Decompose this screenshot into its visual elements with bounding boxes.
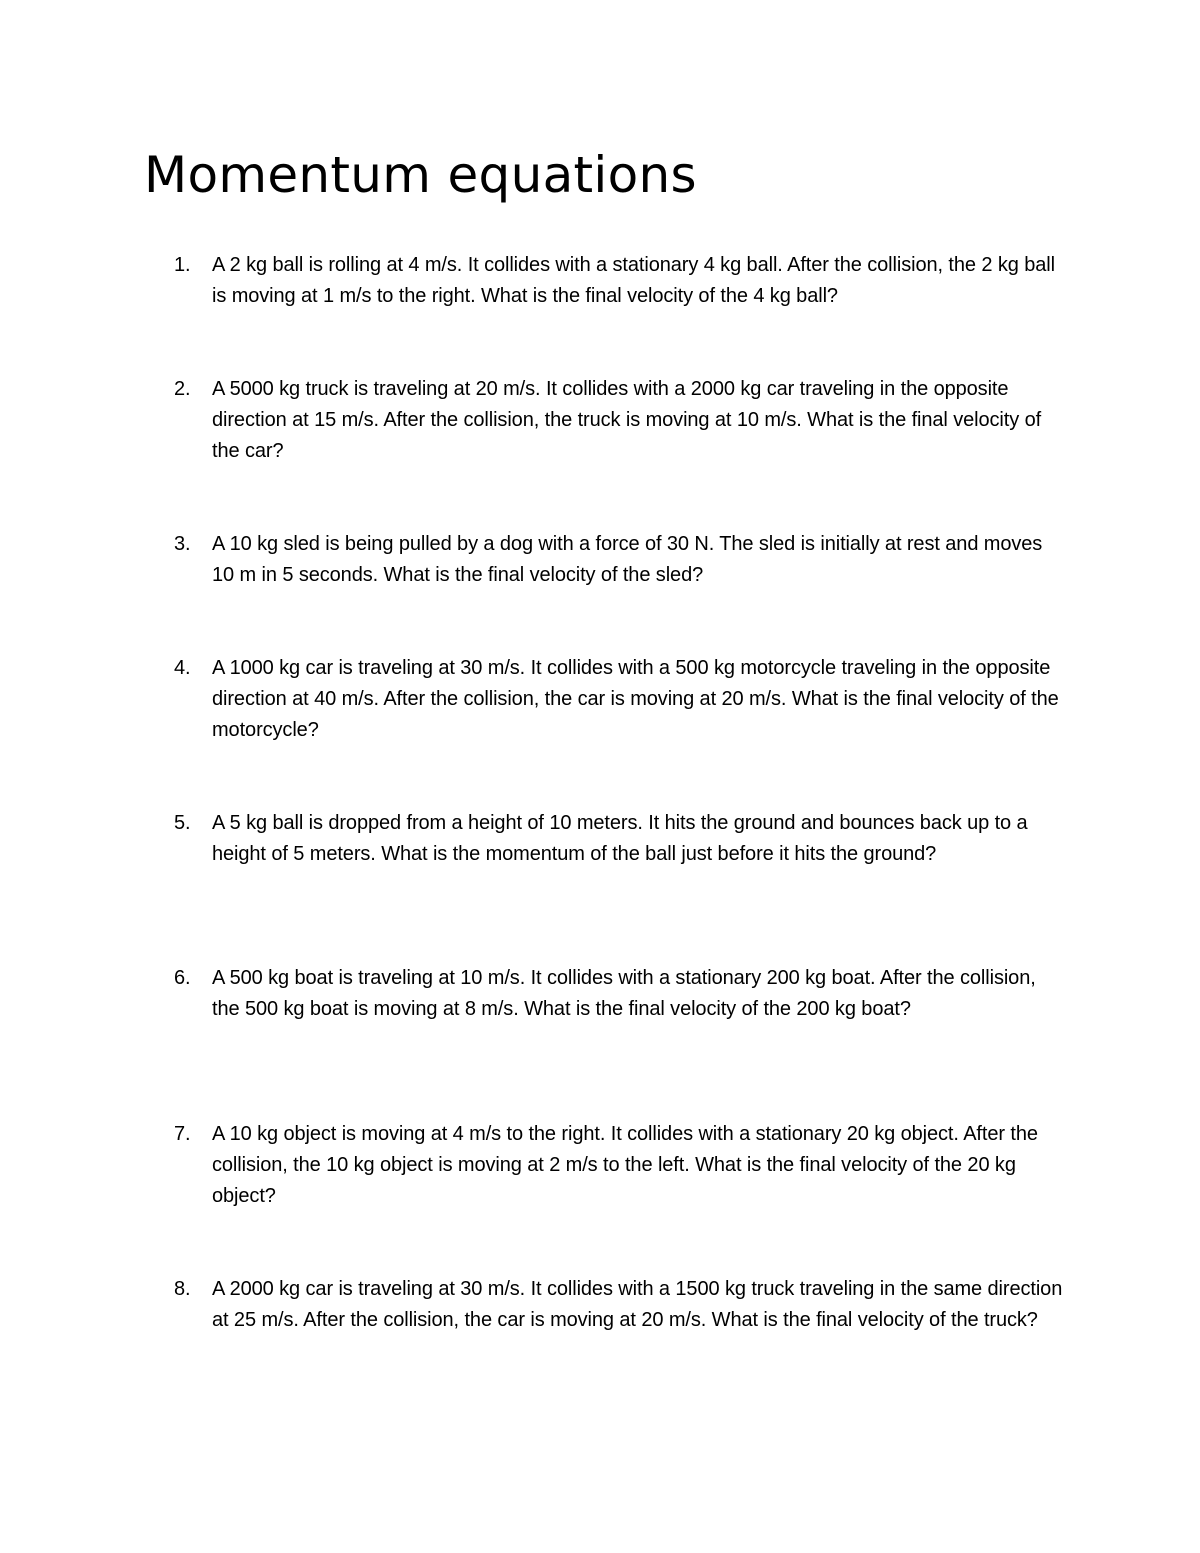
question-text: A 2 kg ball is rolling at 4 m/s. It collides with a stationary 4 kg ball. After the collision, the 2 kg ball is moving at 1 m/s to the right. What is the final velocity of the 4 kg ball? bbox=[212, 254, 1055, 307]
question-text: A 5000 kg truck is traveling at 20 m/s. It collides with a 2000 kg car traveling in the opposite direction at 15 m/s. After the collision, the truck is moving at 10 m/s. What is the final velocity of the car? bbox=[212, 378, 1042, 462]
question-number: 5. bbox=[174, 812, 191, 834]
question-text: A 10 kg object is moving at 4 m/s to the right. It collides with a stationary 20 kg object. After the collision, the 10 kg object is moving at 2 m/s to the left. What is the final velocity of the 20 kg object? bbox=[212, 1123, 1038, 1207]
question-number: 6. bbox=[174, 967, 191, 989]
question-text: A 10 kg sled is being pulled by a dog with a force of 30 N. The sled is initially at rest and moves 10 m in 5 seconds. What is the final velocity of the sled? bbox=[212, 533, 1043, 586]
question-item-4 bbox=[174, 653, 1064, 746]
question-item-3 bbox=[174, 529, 1064, 591]
question-item-2 bbox=[174, 374, 1064, 467]
question-item-6 bbox=[174, 963, 1064, 1025]
question-item-1 bbox=[174, 250, 1064, 312]
question-text: A 1000 kg car is traveling at 30 m/s. It collides with a 500 kg motorcycle traveling in the opposite direction at 40 m/s. After the collision, the car is moving at 20 m/s. What is the final velocity of the motorcycle? bbox=[212, 657, 1059, 741]
question-item-8 bbox=[174, 1274, 1064, 1336]
page-title: Momentum equations bbox=[144, 146, 697, 204]
question-number: 3. bbox=[174, 533, 191, 555]
question-number: 8. bbox=[174, 1278, 191, 1300]
question-text: A 5 kg ball is dropped from a height of 10 meters. It hits the ground and bounces back up to a height of 5 meters. What is the momentum of the ball just before it hits the ground? bbox=[212, 812, 1028, 865]
question-text: A 2000 kg car is traveling at 30 m/s. It collides with a 1500 kg truck traveling in the same direction at 25 m/s. After the collision, the car is moving at 20 m/s. What is the final velocity of the truck? bbox=[212, 1278, 1063, 1331]
question-number: 1. bbox=[174, 254, 191, 276]
question-item-7 bbox=[174, 1119, 1064, 1212]
question-number: 2. bbox=[174, 378, 191, 400]
question-number: 7. bbox=[174, 1123, 191, 1145]
question-item-5 bbox=[174, 808, 1064, 870]
question-number: 4. bbox=[174, 657, 191, 679]
question-text: A 500 kg boat is traveling at 10 m/s. It collides with a stationary 200 kg boat. After the collision, the 500 kg boat is moving at 8 m/s. What is the final velocity of the 200 kg boat? bbox=[212, 967, 1036, 1020]
